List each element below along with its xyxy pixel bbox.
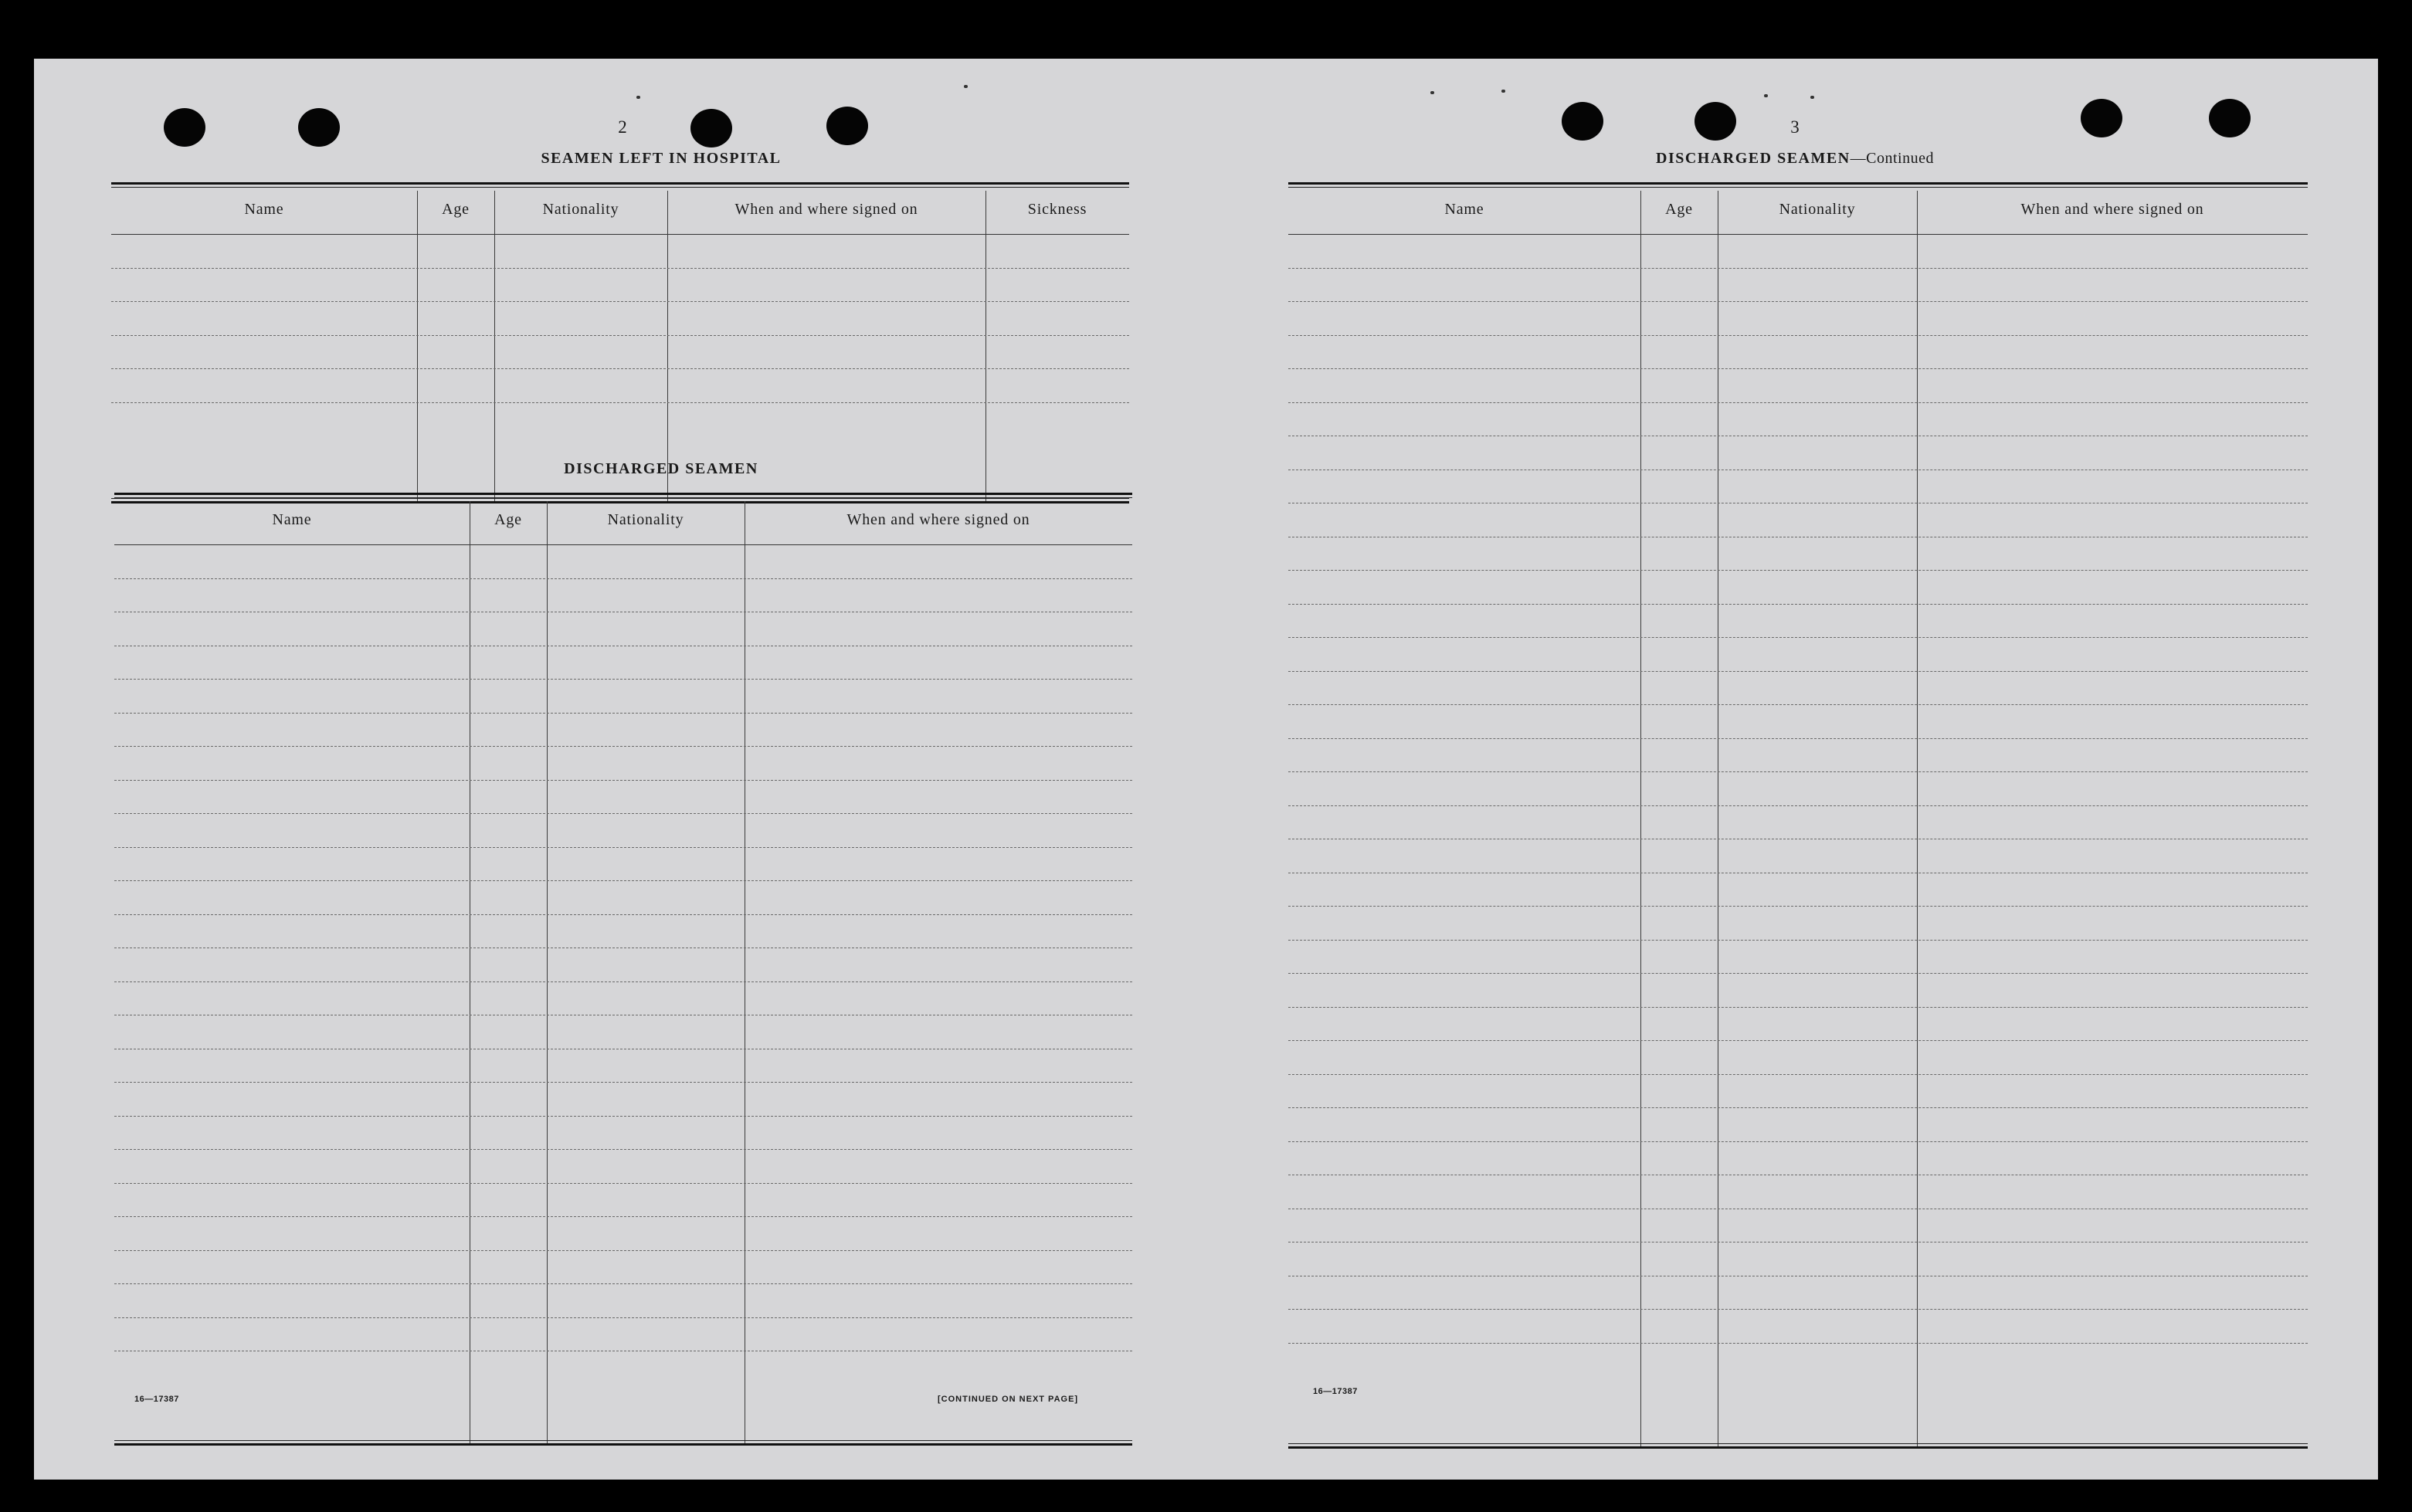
title-main: DISCHARGED SEAMEN	[1656, 150, 1851, 167]
table-row	[114, 679, 1132, 680]
table-row	[114, 713, 1132, 714]
table-row	[111, 268, 1129, 269]
discharged-continued-title	[1610, 150, 1980, 168]
column-header-signed-on: When and where signed on	[2020, 200, 2204, 218]
table-row	[1288, 973, 2308, 974]
column-header-age: Age	[442, 200, 470, 218]
punch-hole	[2209, 99, 2251, 137]
table-row	[114, 1082, 1132, 1083]
table-row	[1288, 1074, 2308, 1075]
column-header-signed-on: When and where signed on	[846, 510, 1030, 528]
table-row	[1288, 906, 2308, 907]
column-header-signed-on: When and where signed on	[734, 200, 918, 218]
table-row	[1288, 637, 2308, 638]
table-row	[1288, 570, 2308, 571]
column-header-nationality: Nationality	[607, 510, 684, 528]
column-header-nationality: Nationality	[1779, 200, 1856, 218]
table-row	[114, 780, 1132, 781]
table-row	[1288, 268, 2308, 269]
table-row	[114, 1317, 1132, 1318]
speck	[964, 85, 968, 88]
column-divider	[1640, 191, 1641, 1446]
punch-hole	[2081, 99, 2122, 137]
column-header-nationality: Nationality	[542, 200, 619, 218]
punch-hole	[164, 108, 205, 147]
table-row	[111, 402, 1129, 403]
table-row	[114, 914, 1132, 915]
continued-note: [CONTINUED ON NEXT PAGE]	[938, 1395, 1079, 1404]
column-header-age: Age	[1665, 200, 1693, 218]
table-row	[1288, 805, 2308, 806]
speck	[636, 96, 640, 99]
table-row	[114, 1250, 1132, 1251]
column-divider	[667, 191, 668, 501]
table-row	[1288, 1040, 2308, 1041]
punch-hole	[1695, 102, 1736, 141]
table-row	[1288, 704, 2308, 705]
column-divider	[547, 501, 548, 1443]
discharged-table	[114, 493, 1132, 1446]
table-row	[1288, 1107, 2308, 1108]
table-row	[114, 1149, 1132, 1150]
discharged-continued-table	[1288, 182, 2308, 1449]
column-header-name: Name	[1444, 200, 1484, 218]
speck	[1764, 94, 1768, 97]
speck	[1501, 90, 1505, 93]
table-row	[111, 368, 1129, 369]
table-row	[114, 1283, 1132, 1284]
punch-hole	[690, 109, 732, 147]
speck	[1430, 91, 1434, 94]
column-header-age: Age	[494, 510, 522, 528]
table-row	[114, 1216, 1132, 1217]
table-row	[111, 335, 1129, 336]
table-row	[1288, 301, 2308, 302]
table-row	[114, 813, 1132, 814]
hospital-table	[111, 182, 1129, 503]
page-number: 2	[618, 117, 627, 137]
title-suffix: —Continued	[1850, 150, 1934, 167]
column-divider	[985, 191, 986, 501]
column-divider	[1917, 191, 1918, 1446]
table-row	[1288, 771, 2308, 772]
column-header-name: Name	[244, 200, 284, 218]
form-code: 16—17387	[134, 1395, 179, 1404]
table-row	[114, 1183, 1132, 1184]
table-row	[1288, 940, 2308, 941]
table-row	[114, 578, 1132, 579]
punch-hole	[1562, 102, 1603, 141]
table-header	[114, 495, 1132, 545]
table-header	[111, 185, 1129, 235]
punch-hole	[298, 108, 340, 147]
table-row	[114, 1116, 1132, 1117]
table-row	[114, 847, 1132, 848]
speck	[1810, 96, 1814, 99]
table-row	[1288, 738, 2308, 739]
table-row	[1288, 671, 2308, 672]
column-header-sickness: Sickness	[1027, 200, 1087, 218]
column-divider	[417, 191, 418, 501]
column-divider	[494, 191, 495, 501]
table-row	[1288, 402, 2308, 403]
table-row	[114, 981, 1132, 982]
table-row	[1288, 1141, 2308, 1142]
table-row	[114, 880, 1132, 881]
punch-hole	[826, 107, 868, 145]
table-row	[1288, 1343, 2308, 1344]
table-row	[1288, 604, 2308, 605]
table-header	[1288, 185, 2308, 235]
form-code: 16—17387	[1313, 1387, 1358, 1396]
table-row	[111, 301, 1129, 302]
table-row	[114, 746, 1132, 747]
discharged-section-title: DISCHARGED SEAMEN	[564, 460, 758, 477]
form-sheet	[34, 59, 2378, 1480]
table-row	[1288, 335, 2308, 336]
table-row	[1288, 1007, 2308, 1008]
hospital-section-title: SEAMEN LEFT IN HOSPITAL	[541, 150, 782, 167]
column-header-name: Name	[272, 510, 312, 528]
table-row	[1288, 1309, 2308, 1310]
page-number: 3	[1790, 117, 1800, 137]
table-row	[1288, 368, 2308, 369]
